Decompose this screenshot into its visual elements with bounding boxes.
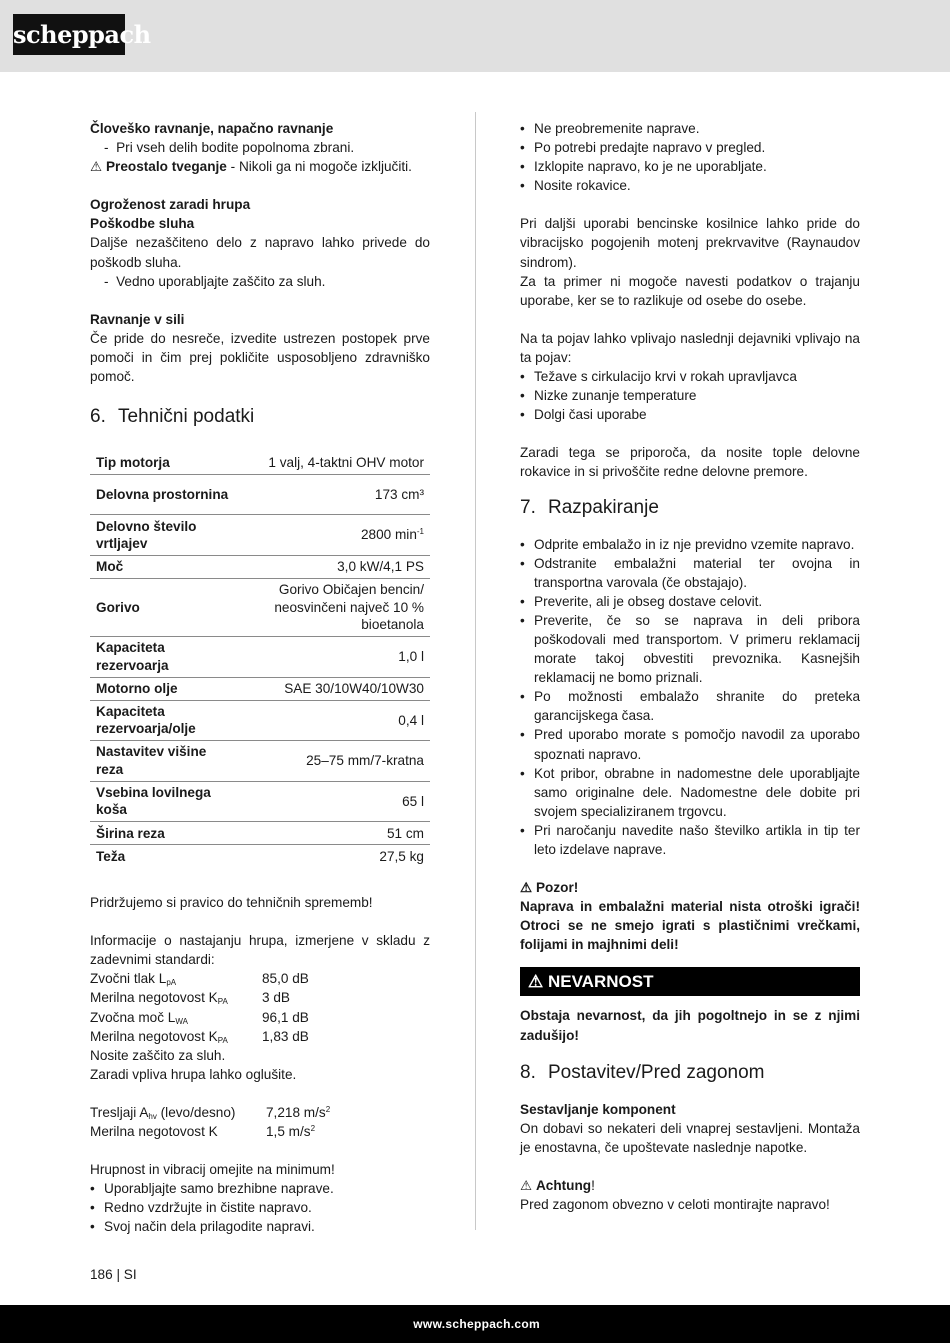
- list-item: • Kot pribor, obrabne in nadomestne dele uporabljajte samo originalne dele. Nadomestne dele dobite pri svojem specializiranem trgovcu.: [520, 764, 860, 821]
- brand-logo: scheppach: [13, 14, 125, 55]
- section-title-handling: Človeško ravnanje, napačno ravnanje: [90, 121, 334, 136]
- paragraph: On dobavi so nekateri deli vnaprej sestavljeni. Montaža je enostavna, če upoštevate naslednje napotke.: [520, 1120, 860, 1155]
- list-item: • Izklopite napravo, ko je ne uporabljate.: [520, 157, 860, 176]
- table-row: Vsebina lovilnega koša 65 l: [90, 781, 430, 822]
- paragraph: Zaradi tega se priporoča, da nosite tople delovne rokavice in si privoščite redne delovne premore.: [520, 445, 860, 480]
- minimize-title: Hrupnost in vibracij omejite na minimum!: [90, 1162, 335, 1178]
- list-item: • Težave s cirkulacijo krvi v rokah upravljavca: [520, 367, 860, 386]
- table-row: Kapaciteta rezervoarja/olje 0,4 l: [90, 700, 430, 741]
- noise-row: Merilna negotovost $K_{PA}$ 1,83 dB: [90, 1028, 309, 1045]
- header-bar: [0, 0, 950, 72]
- dash-item: - Vedno uporabljajte zaščito za sluh.: [104, 273, 326, 289]
- website-link[interactable]: www.scheppach.com: [413, 1317, 540, 1331]
- caution-title: ⚠ Pozor!: [520, 880, 579, 896]
- left-column: [90, 119, 430, 1236]
- heading-unpacking: 7. Razpakiranje: [520, 496, 659, 518]
- table-row: Kapaciteta rezervoarja 1,0 l: [90, 637, 430, 678]
- warning-icon: ⚠: [528, 972, 544, 992]
- warning-icon: ⚠: [520, 1177, 533, 1193]
- danger-text: Obstaja nevarnost, da jih pogoltnejo in se z njimi zadušijo!: [520, 1008, 860, 1043]
- list-item: • Odprite embalažo in iz nje previdno vzemite napravo.: [520, 535, 860, 554]
- noise-row: Zvočni tlak $L_{pA}$ 85,0 dB: [90, 971, 309, 988]
- footer-bar: [0, 1305, 950, 1343]
- table-row: Motorno olje SAE 30/10W40/10W30: [90, 677, 430, 700]
- table-row: Gorivo Gorivo Običajen bencin/ neosvinčeni največ 10 % bioetanola: [90, 579, 430, 637]
- list-item: • Pri naročanju navedite našo številko artikla in tip ter leto izdelave naprave.: [520, 821, 860, 859]
- warning-icon: ⚠: [520, 880, 533, 896]
- list-item: • Uporabljajte samo brezhibne naprave.: [90, 1179, 430, 1198]
- list-item: • Ne preobremenite naprave.: [520, 119, 860, 138]
- list-item: • Po možnosti embalažo shranite do preteka garancijskega časa.: [520, 687, 860, 725]
- table-row: Delovna prostornina 173 cm³: [90, 474, 430, 515]
- list-item: • Pred uporabo morate s pomočjo navodil za uporabo spoznati napravo.: [520, 725, 860, 763]
- list-item: • Nizke zunanje temperature: [520, 386, 860, 405]
- section-subtitle-hearing: Poškodbe sluha: [90, 216, 195, 232]
- residual-risk-line: ⚠ Preostalo tveganje - Nikoli ga ni mogoče izključiti.: [90, 159, 412, 175]
- list-item: • Svoj način dela prilagodite napravi.: [90, 1217, 430, 1236]
- table-row: Teža 27,5 kg: [96, 848, 424, 864]
- table-row: Delovno število vrtljajev 2800 $\min^{-1}$: [90, 515, 430, 556]
- section-title-emergency: Ravnanje v sili: [90, 311, 185, 327]
- table-row: Nastavitev višine reza 25–75 mm/7-kratna: [90, 741, 430, 782]
- list-item: • Po potrebi predajte napravo v pregled.: [520, 138, 860, 157]
- dash-item: - Pri vseh delih bodite popolnoma zbrani.: [104, 140, 355, 156]
- noise-row: Merilna negotovost $K_{PA}$ 3 dB: [90, 990, 290, 1007]
- table-row: Moč 3,0 kW/4,1 PS: [90, 555, 430, 578]
- heading-technical-data: 6. Tehnični podatki: [90, 406, 255, 428]
- paragraph: Na ta pojav lahko vplivajo naslednji dejavniki vplivajo na ta pojav:: [520, 330, 860, 365]
- attention-title: ⚠ Achtung!: [520, 1177, 595, 1193]
- subsection-title-assembly: Sestavljanje komponent: [520, 1101, 676, 1117]
- right-column: [520, 119, 860, 1214]
- noise-note: Nosite zaščito za sluh.: [90, 1047, 226, 1063]
- technical-reserve-note: Pridržujemo si pravico do tehničnih sprememb!: [90, 895, 373, 911]
- section-title-noise: Ogroženost zaradi hrupa: [90, 197, 251, 213]
- warning-icon: ⚠: [90, 159, 103, 175]
- list-item: • Redno vzdržujte in čistite napravo.: [90, 1198, 430, 1217]
- technical-data-table: [90, 451, 430, 868]
- column-divider: [475, 112, 476, 1230]
- table-row: Tip motorja 1 valj, 4-taktni OHV motor: [90, 451, 430, 474]
- page-number: 186 | SI: [90, 1267, 137, 1282]
- caution-text: Naprava in embalažni material nista otroški igrači! Otroci se ne smejo igrati s plastičnimi vrečkami, folijami in majhnimi deli!: [520, 899, 860, 953]
- list-item: • Dolgi časi uporabe: [520, 405, 860, 424]
- paragraph: Pri daljši uporabi bencinske kosilnice lahko pride do vibracijsko pogojenih motenj prekrvavitve (Raynaudov sindrom).: [520, 216, 860, 270]
- heading-setup: 8. Postavitev/Pred zagonom: [520, 1061, 765, 1083]
- list-item: • Odstranite embalažni material ter ovojna in transportna varovala (če obstajajo).: [520, 554, 860, 592]
- table-row: Širina reza 51 cm: [90, 822, 430, 845]
- noise-row: Zvočna moč $L_{WA}$ 96,1 dB: [90, 1009, 309, 1026]
- paragraph: Za ta primer ni mogoče navesti podatkov o trajanju uporabe, ker se to razlikuje od osebe do osebe.: [520, 273, 860, 308]
- paragraph: Če pride do nesreče, izvedite ustrezen postopek prve pomoči in čim prej pokličite usposobljeno zdravniško pomoč.: [90, 330, 430, 385]
- noise-note: Zaradi vpliva hrupa lahko oglušite.: [90, 1066, 297, 1082]
- vibration-row: Merilna negotovost K 1,5 $m/s^2$: [90, 1124, 316, 1139]
- list-item: • Preverite, ali je obseg dostave celovit.: [520, 592, 860, 611]
- danger-banner: ⚠ NEVARNOST: [520, 967, 860, 996]
- list-item: • Preverite, če so se naprava in deli pribora poškodovali med transportom. V primeru reklamacij morate takoj obvestiti prevoznika. Kasnejših reklamacij ne bomo priznali.: [520, 611, 860, 687]
- vibration-row: Tresljaji $A_{hv}$ (levo/desno) 7,218 $m/s^2$: [90, 1104, 331, 1121]
- noise-intro: Informacije o nastajanju hrupa, izmerjene v skladu z zadevnimi standardi:: [90, 933, 430, 968]
- attention-text: Pred zagonom obvezno v celoti montirajte napravo!: [520, 1197, 830, 1213]
- list-item: • Nosite rokavice.: [520, 176, 860, 195]
- paragraph: Daljše nezaščiteno delo z napravo lahko privede do poškodb sluha.: [90, 235, 430, 270]
